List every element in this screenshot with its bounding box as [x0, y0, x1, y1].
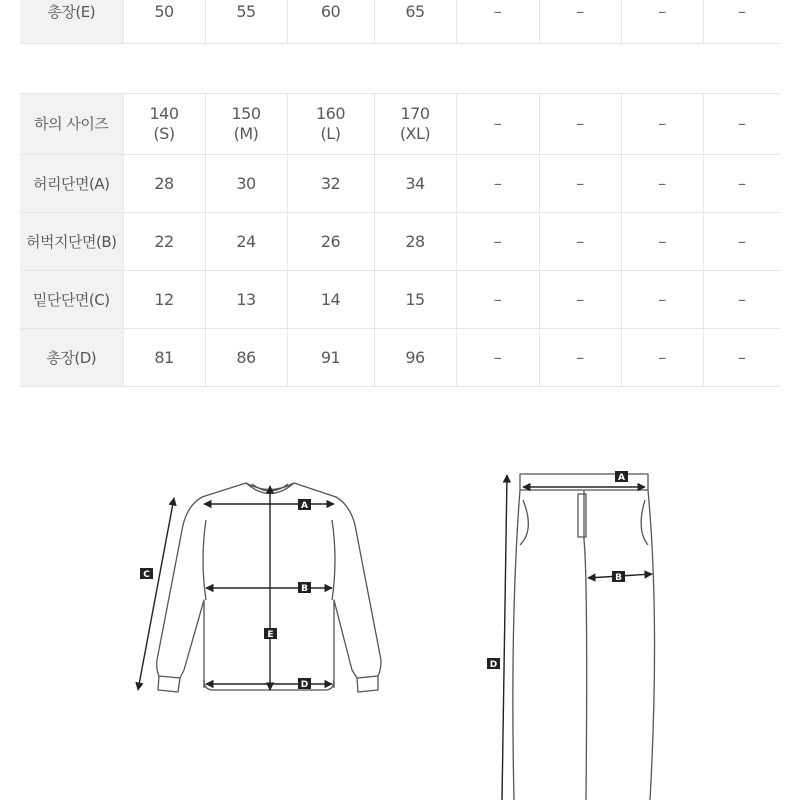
cell-value: –: [539, 271, 621, 329]
row-label: 허벅지단면(B): [20, 213, 123, 271]
cell-value: 26: [287, 213, 374, 271]
cell-value: –: [456, 155, 539, 213]
row-label: 밑단단면(C): [20, 271, 123, 329]
cell-value: 34: [374, 155, 456, 213]
cell-value: 28: [123, 155, 205, 213]
cell-value: 81: [123, 329, 205, 387]
cell-value: –: [456, 213, 539, 271]
cell-value: –: [703, 329, 780, 387]
cell-value: 91: [287, 329, 374, 387]
label-d-pants: D: [489, 660, 498, 670]
size-code: (XL): [399, 124, 431, 143]
cell-value: 24: [205, 213, 287, 271]
pants-labels: [487, 471, 628, 670]
row-label: 총장(E): [20, 0, 123, 43]
size-code: (L): [320, 124, 341, 143]
cell-value: –: [621, 329, 703, 387]
row-label: 총장(D): [20, 329, 123, 387]
label-e-top: E: [267, 630, 274, 640]
cell-value: –: [703, 155, 780, 213]
size-number: 160: [315, 104, 346, 123]
cell-value: –: [456, 0, 539, 43]
size-header-empty: –: [456, 94, 539, 155]
cell-value: –: [703, 271, 780, 329]
cell-value: 13: [205, 271, 287, 329]
cell-value: –: [621, 155, 703, 213]
cell-value: 22: [123, 213, 205, 271]
cell-value: –: [703, 213, 780, 271]
cell-value: –: [621, 0, 703, 43]
cell-value: –: [539, 213, 621, 271]
cell-value: –: [456, 329, 539, 387]
cell-value: 65: [374, 0, 456, 43]
cell-value: 55: [205, 0, 287, 43]
size-number: 150: [231, 104, 261, 123]
label-a-pants: A: [618, 473, 625, 483]
size-header-empty: –: [539, 94, 621, 155]
size-number: 170: [400, 104, 430, 123]
cell-value: 50: [123, 0, 205, 43]
cell-value: –: [539, 155, 621, 213]
pants-measure-lines: [502, 475, 652, 800]
sweatshirt-labels: [140, 499, 311, 690]
cell-value: 14: [287, 271, 374, 329]
label-c-top: C: [143, 570, 150, 580]
cell-value: 28: [374, 213, 456, 271]
size-number: 140: [149, 104, 179, 123]
cell-value: 86: [205, 329, 287, 387]
cell-value: –: [621, 271, 703, 329]
label-b-top: B: [301, 584, 308, 594]
pants-outline: [513, 474, 655, 800]
cell-value: –: [621, 213, 703, 271]
cell-value: –: [539, 0, 621, 43]
cell-value: 32: [287, 155, 374, 213]
cell-value: 96: [374, 329, 456, 387]
cell-value: –: [456, 271, 539, 329]
label-d-top: D: [300, 680, 309, 690]
size-code: (M): [233, 124, 259, 143]
cell-value: 30: [205, 155, 287, 213]
cell-value: 12: [123, 271, 205, 329]
cell-value: 15: [374, 271, 456, 329]
cell-value: –: [539, 329, 621, 387]
size-header-empty: –: [621, 94, 703, 155]
header-label: 하의 사이즈: [20, 94, 123, 155]
cell-value: 60: [287, 0, 374, 43]
size-header-empty: –: [703, 94, 780, 155]
label-b-pants: B: [615, 573, 622, 583]
row-label: 허리단면(A): [20, 155, 123, 213]
cell-value: –: [703, 0, 780, 43]
label-a-top: A: [301, 501, 308, 511]
size-code: (S): [153, 124, 175, 143]
